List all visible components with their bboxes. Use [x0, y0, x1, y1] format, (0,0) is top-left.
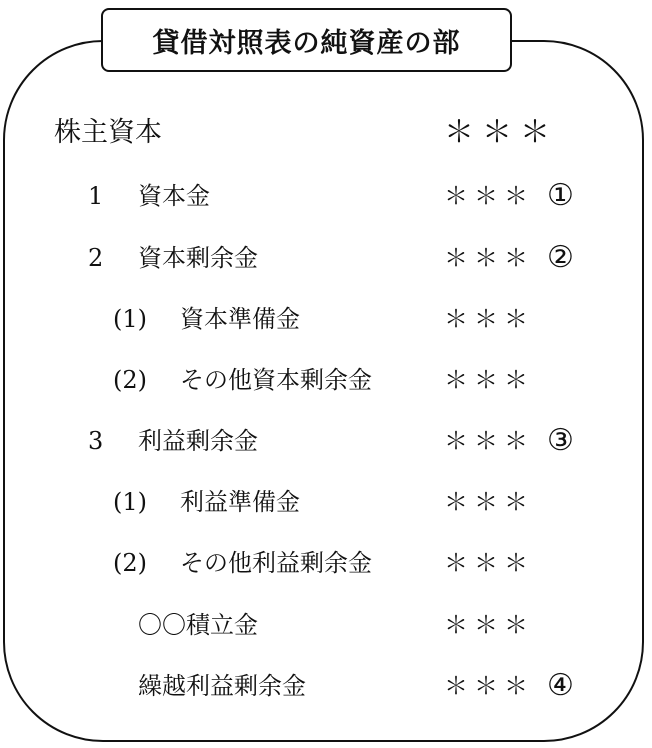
row-label: 資本剰余金: [138, 244, 258, 272]
row-number: (2): [113, 549, 147, 577]
row-number: 3: [88, 427, 104, 455]
row-marker: ③: [547, 423, 574, 458]
row-number: (1): [113, 488, 147, 516]
row-label: 利益準備金: [180, 488, 300, 516]
row-other-capital-surplus: [0, 360, 652, 400]
row-label: その他利益剰余金: [180, 549, 372, 577]
row-label: 株主資本: [54, 117, 162, 148]
row-number: 2: [88, 244, 104, 272]
row-amount: ＊＊＊: [444, 549, 534, 577]
row-number: (1): [113, 305, 147, 333]
row-capital-surplus: [0, 238, 652, 278]
row-marker: ④: [547, 668, 574, 703]
row-label: 利益剰余金: [138, 427, 258, 455]
row-number: 1: [88, 182, 104, 210]
row-retained-earnings-carried-forward: [0, 666, 652, 706]
row-label: 資本準備金: [180, 305, 300, 333]
row-amount: ＊＊＊: [444, 182, 534, 210]
row-label: 資本金: [138, 182, 210, 210]
row-amount: ＊＊＊: [444, 611, 534, 639]
row-legal-retained-reserve: [0, 482, 652, 522]
row-amount: ＊＊＊: [444, 366, 534, 394]
row-amount: ＊＊＊: [444, 427, 534, 455]
row-label: 繰越利益剰余金: [138, 672, 306, 700]
row-shareholders-equity: [0, 113, 652, 153]
row-capital-reserve: [0, 299, 652, 339]
row-amount: ＊＊＊: [444, 488, 534, 516]
row-marker: ①: [547, 178, 574, 213]
row-amount: ＊＊＊: [444, 244, 534, 272]
section-title: 貸借対照表の純資産の部: [101, 8, 512, 72]
row-other-retained-earnings: [0, 543, 652, 583]
row-number: (2): [113, 366, 147, 394]
row-label: その他資本剰余金: [180, 366, 372, 394]
row-amount: ＊＊＊: [444, 305, 534, 333]
row-specific-reserve: [0, 605, 652, 645]
row-capital-stock: [0, 176, 652, 216]
row-marker: ②: [547, 240, 574, 275]
row-amount: ＊＊＊: [444, 672, 534, 700]
row-retained-earnings: [0, 421, 652, 461]
row-label: 〇〇積立金: [138, 611, 258, 639]
row-amount: ＊＊＊: [444, 115, 558, 150]
